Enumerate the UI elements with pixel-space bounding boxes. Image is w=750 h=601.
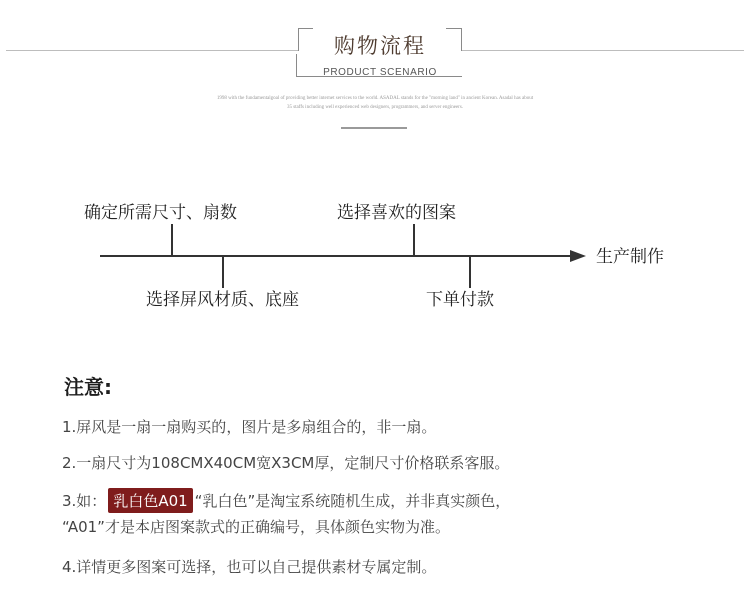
notes-title: 注意:	[64, 375, 112, 399]
step-production: 生产制作	[596, 247, 664, 267]
note-item-1: 1.屏风是一扇一扇购买的，图片是多扇组合的，非一扇。	[62, 418, 437, 436]
step-choose-material: 选择屏风材质、底座	[146, 290, 299, 310]
note-item-4: 4.详情更多图案可选择，也可以自己提供素材专属定制。	[62, 558, 437, 576]
header-divider	[341, 127, 407, 129]
purchase-process-timeline	[0, 180, 750, 320]
note-item-3-text: “乳白色”是淘宝系统随机生成，并非真实颜色，	[194, 492, 511, 510]
note-item-3	[62, 488, 510, 513]
arrow-right-icon	[570, 250, 586, 262]
section-subtitle: PRODUCT SCENARIO	[323, 67, 437, 78]
header-rule-left	[6, 50, 298, 51]
step-confirm-size: 确定所需尺寸、扇数	[84, 203, 237, 223]
step-place-order: 下单付款	[426, 290, 494, 310]
note-item-3-line-2: “A01”才是本店图案款式的正确编号，具体颜色实物为准。	[62, 518, 450, 536]
fine-print-line-1: 1998 with the fundamentalgoal of providing better internet services to the world. ASADAL stands for the "morning land" in ancient Korean. Asadal has about	[216, 96, 534, 101]
note-item-2: 2.一扇尺寸为108CMX40CM宽X3CM厚，定制尺寸价格联系客服。	[62, 454, 510, 472]
section-title: 购物流程	[334, 34, 426, 58]
note-item-3-prefix: 3.如：	[62, 492, 107, 510]
color-code-tag: 乳白色A01	[108, 488, 192, 513]
fine-print-line-2: 35 staffs including well experienced web designers, programmers, and server engineers.	[286, 105, 464, 110]
step-choose-pattern: 选择喜欢的图案	[337, 203, 456, 223]
header-rule-right	[462, 50, 744, 51]
